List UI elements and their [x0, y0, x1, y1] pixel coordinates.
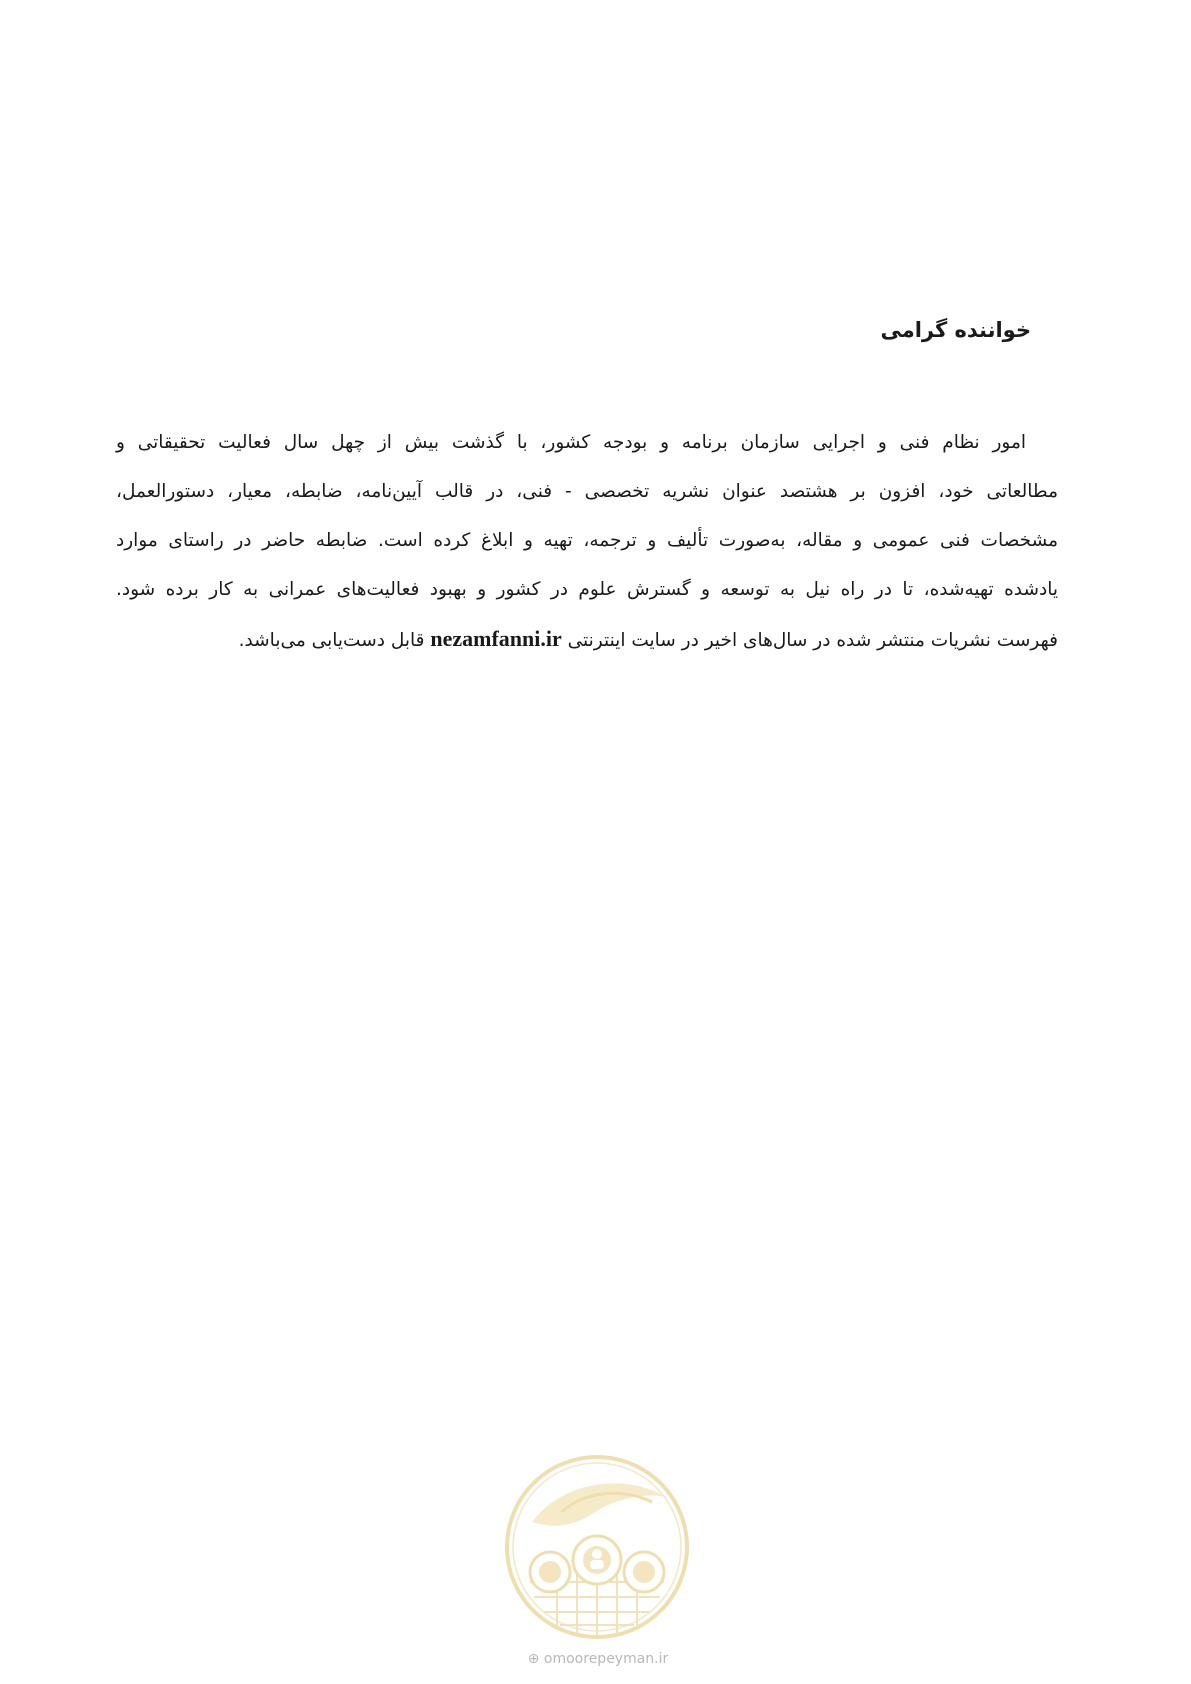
website-link[interactable]: nezamfanni.ir: [430, 626, 562, 651]
paragraph-line: مطالعاتی خود، افزون بر هشتصد عنوان نشریه تخصصی - فنی، در قالب آیین‌نامه، ضابطه، معیار، دستورالعمل،: [116, 481, 1058, 502]
watermark-url: ⊕ omoorepeyman.ir: [527, 1651, 669, 1667]
page-heading: خواننده گرامی: [880, 318, 1031, 342]
paragraph-line-last: [116, 614, 1058, 665]
paragraph-line: یادشده تهیه‌شده، تا در راه نیل به توسعه و گسترش علوم در کشور و بهبود فعالیت‌های عمرانی به کار برده شود.: [116, 579, 1058, 600]
line-text-after-website: قابل دست‌یابی می‌باشد.: [238, 630, 425, 651]
paragraph-line: امور نظام فنی و اجرایی سازمان برنامه و بودجه کشور، با گذشت بیش از چهل سال فعالیت تحقیقاتی و: [116, 432, 1026, 453]
line-text-before-website: فهرست نشریات منتشر شده در سال‌های اخیر در سایت اینترنتی: [567, 630, 1058, 651]
intro-paragraph: [116, 418, 1058, 665]
omoorepeyman-logo-watermark: [502, 1452, 692, 1642]
paragraph-line: مشخصات فنی عمومی و مقاله، به‌صورت تألیف و ترجمه، تهیه و ابلاغ کرده است. ضابطه حاضر در راستای موارد: [116, 530, 1058, 551]
